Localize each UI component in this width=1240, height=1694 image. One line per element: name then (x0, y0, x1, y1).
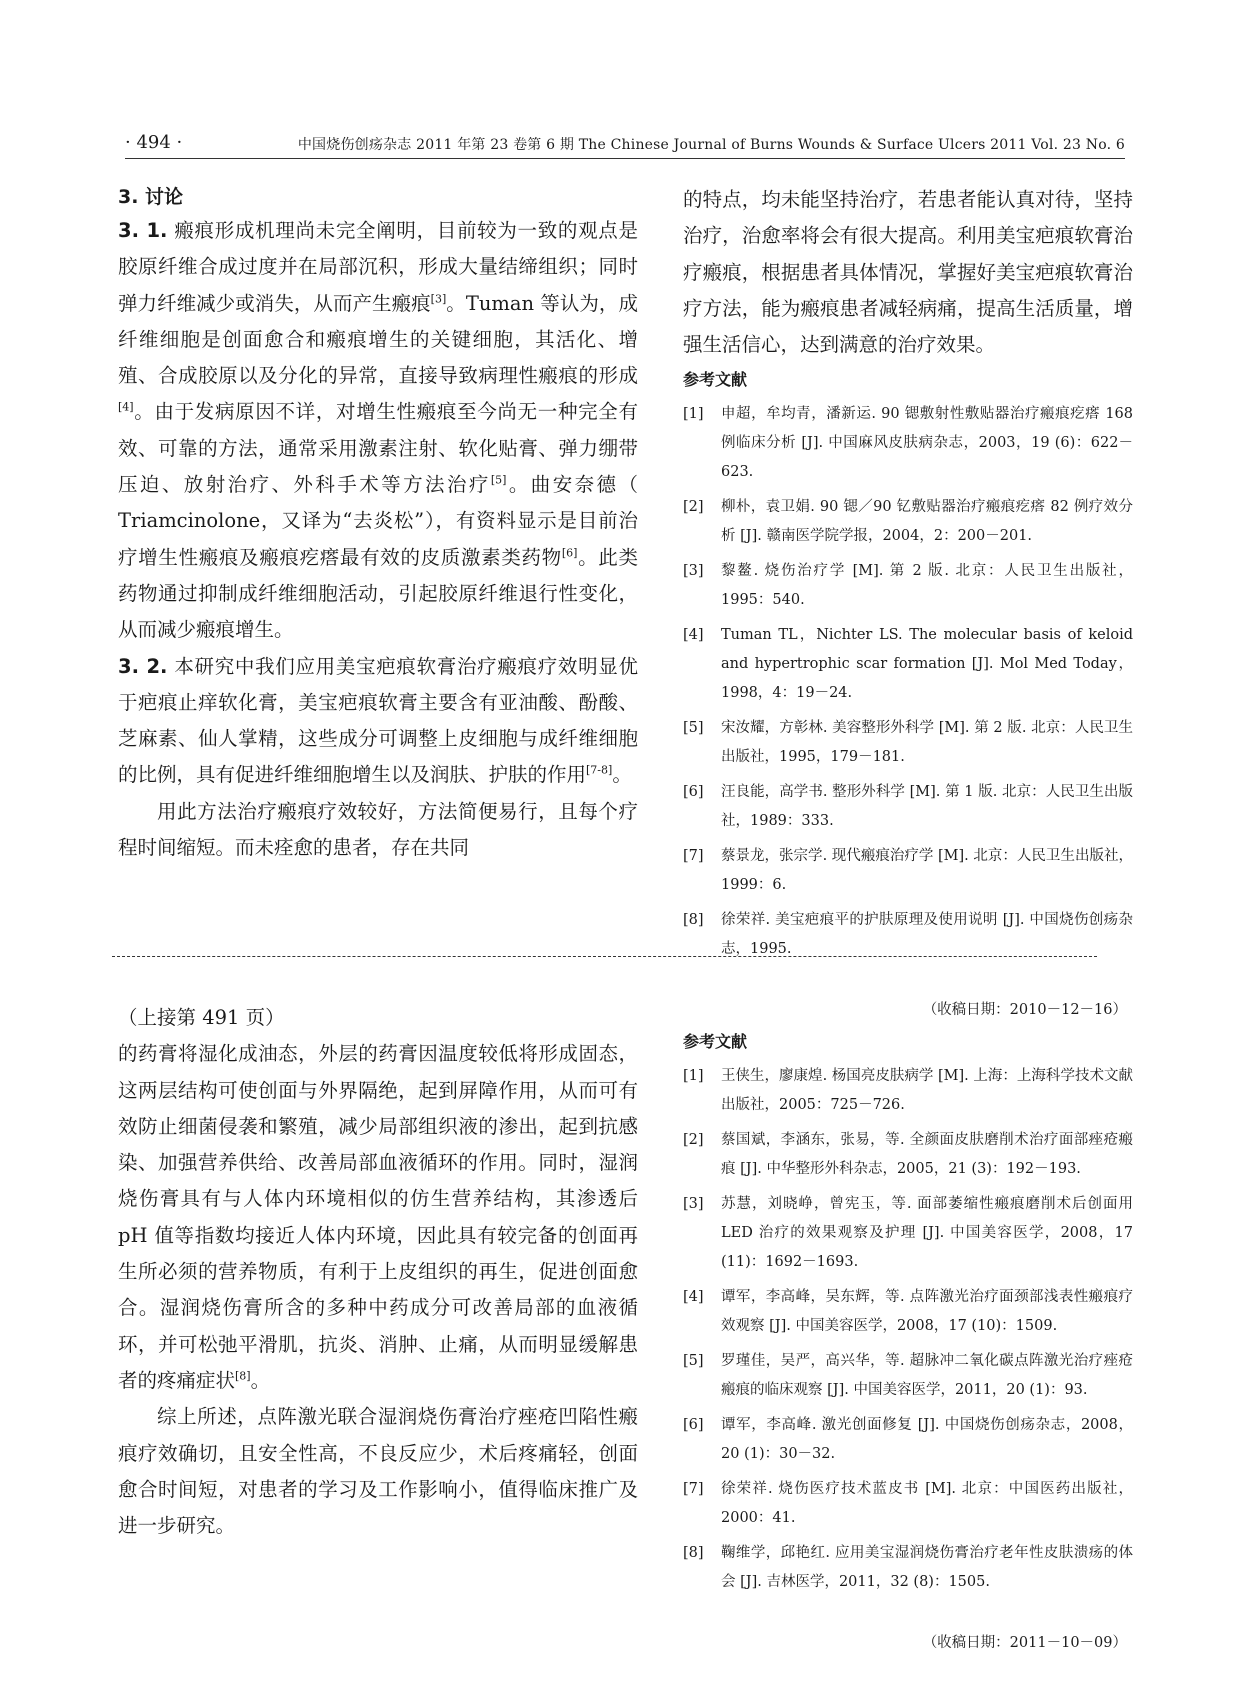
references-heading: 参考文献 (683, 1032, 748, 1051)
reference-item (683, 842, 1133, 900)
reference-text: 谭军，李高峰，吴东辉，等. 点阵激光治疗面颈部浅表性瘢痕疗效观察 [J]. 中国美容医学，2008，17 (10)：1509. (721, 1289, 1133, 1334)
reference-number: [5] (683, 720, 704, 737)
citation: [8] (235, 1369, 251, 1383)
reference-text: 谭军，李高峰. 激光创面修复 [J]. 中国烧伤创疡杂志，2008，20 (1)：30－32. (721, 1417, 1133, 1462)
reference-item (683, 1062, 1133, 1120)
article-divider (112, 956, 1097, 957)
reference-text: 罗瑾佳，吴严，高兴华，等. 超脉冲二氧化碳点阵激光治疗痤疮瘢痕的临床观察 [J]. 中国美容医学，2011，20 (1)：93. (721, 1353, 1133, 1398)
reference-item (683, 1347, 1133, 1405)
reference-number: [7] (683, 1481, 704, 1497)
reference-text: 徐荣祥. 美宝疤痕平的护肤原理及使用说明 [J]. 中国烧伤创疡杂志，1995. (721, 912, 1133, 958)
reference-text: 徐荣祥. 烧伤医疗技术蓝皮书 [M]. 北京：中国医药出版社，2000：41. (721, 1481, 1133, 1526)
paragraph-3-2 (118, 649, 638, 794)
reference-number: [5] (683, 1353, 704, 1369)
citation: [4] (118, 400, 134, 414)
reference-number: [3] (683, 563, 704, 580)
reference-item (683, 1283, 1133, 1341)
reference-text: 苏慧，刘晓峥，曾宪玉，等. 面部萎缩性瘢痕磨削术后创面用 LED 治疗的效果观察及护理 [J]. 中国美容医学，2008，17 (11)：1692－1693. (721, 1196, 1133, 1270)
paragraph-text: 。此类药物通过抑制成纤维细胞活动，引起胶原纤维退行性变化，从而减少瘢痕增生。 (118, 545, 638, 642)
received-date: （收稿日期：2010－12－16） (922, 1002, 1127, 1019)
paragraph-conclusion: 综上所述，点阵激光联合湿润烧伤膏治疗痤疮凹陷性瘢痕疗效确切，且安全性高，不良反应少，术后疼痛轻，创面愈合时间短，对患者的学习及工作影响小，值得临床推广及进一步研究。 (118, 1405, 638, 1538)
paragraph-text: 。Tuman 等认为，成纤维细胞是创面愈合和瘢痕增生的关键细胞，其活化、增殖、合成胶原以及分化的异常，直接导致病理性瘢痕的形成 (118, 291, 638, 388)
paragraph-continued (118, 1036, 638, 1399)
reference-number: [6] (683, 784, 704, 801)
bottom-right-column (683, 1025, 1133, 1651)
reference-item (683, 778, 1133, 836)
paragraph-text: 的特点，均未能坚持治疗，若患者能认真对待，坚持治疗，治愈率将会有很大提高。利用美宝疤痕软膏治疗瘢痕，根据患者具体情况，掌握好美宝疤痕软膏治疗方法，能为瘢痕患者减轻病痛，提高生活质量，增强生活信心，达到满意的治疗效果。 (683, 188, 1133, 357)
paragraph-text: 的药膏将湿化成油态，外层的药膏因温度较低将形成固态，这两层结构可使创面与外界隔绝，起到屏障作用，从而可有效防止细菌侵袭和繁殖，减少局部组织液的渗出，起到抗感染、加强营养供给、改善局部血液循环的作用。同时，湿润烧伤膏具有与人体内环境相似的仿生营养结构，其渗透后 pH 值等指数均接近人体内环境，因此具有较完备的创面再生所必须的营养物质，有利于上皮组织的再生，促进创面愈合。湿润烧伤膏所含的多种中药成分可改善局部的血液循环，并可松弛平滑肌，抗炎、消肿、止痛，从而明显缓解患者的疼痛症状 (118, 1042, 638, 1392)
reference-text: 汪良能，高学书. 整形外科学 [M]. 第 1 版. 北京：人民卫生出版社，1989：333. (721, 784, 1133, 830)
reference-text: 宋汝耀，方彰林. 美容整形外科学 [M]. 第 2 版. 北京：人民卫生出版社，1995，179－181. (721, 720, 1133, 766)
paragraph-text: 。曲安奈德（ Triamcinolone，又译为“去炎松”），有资料显示是目前治疗增生性瘢痕及瘢痕疙瘩最有效的皮质激素类药物 (118, 473, 638, 569)
paragraph-text: 。 (612, 763, 632, 787)
reference-number: [4] (683, 627, 704, 644)
reference-number: [4] (683, 1289, 704, 1305)
reference-text: 蔡景龙，张宗学. 现代瘢痕治疗学 [M]. 北京：人民卫生出版社，1999：6. (721, 848, 1133, 894)
paragraph-text: 用此方法治疗瘢痕疗效较好，方法简便易行，且每个疗程时间缩短。而未痊愈的患者，存在共同 (118, 799, 638, 860)
reference-text: 王侠生，廖康煌. 杨国亮皮肤病学 [M]. 上海：上海科学技术文献出版社，2005：725－726. (721, 1068, 1133, 1113)
reference-item (683, 1539, 1133, 1597)
paragraph-number: 3. 1. (118, 219, 168, 242)
page-number: · 494 · (125, 132, 183, 153)
reference-text: 黎鳌. 烧伤治疗学 [M]. 第 2 版. 北京：人民卫生出版社，1995：540. (721, 563, 1133, 609)
top-left-column (118, 182, 638, 927)
paragraph-number: 3. 2. (118, 654, 168, 678)
reference-item (683, 1411, 1133, 1469)
reference-item (683, 493, 1133, 551)
reference-number: [2] (683, 1132, 704, 1148)
received-date: （收稿日期：2011－10－09） (922, 1635, 1127, 1651)
reference-number: [6] (683, 1417, 704, 1433)
running-header (125, 128, 1125, 159)
reference-list (683, 400, 1133, 964)
reference-text: 蔡国斌，李涵东，张易，等. 全颜面皮肤磨削术治疗面部痤疮瘢痕 [J]. 中华整形外科杂志，2005，21 (3)：192－193. (721, 1132, 1133, 1177)
reference-number: [8] (683, 1545, 704, 1561)
reference-number: [1] (683, 406, 704, 423)
references-heading: 参考文献 (683, 370, 748, 390)
section-heading: 3. 讨论 (118, 186, 184, 208)
reference-text: Tuman TL，Nichter LS. The molecular basis of keloid and hypertrophic scar formation [J]. Mol Med Today，1998，4：19－24. (721, 627, 1133, 702)
reference-text: 申超，牟均青，潘新运. 90 锶敷射性敷贴器治疗瘢痕疙瘩 168 例临床分析 [J]. 中国麻风皮肤病杂志，2003，19 (6)：622－623. (721, 406, 1133, 481)
reference-number: [3] (683, 1196, 704, 1212)
reference-number: [8] (683, 912, 704, 929)
citation: [6] (561, 546, 578, 560)
citation: [3] (430, 292, 447, 306)
reference-text: 鞠维学，邱艳红. 应用美宝湿润烧伤膏治疗老年性皮肤溃疡的体会 [J]. 吉林医学，2011，32 (8)：1505. (721, 1545, 1133, 1590)
reference-number: [7] (683, 848, 704, 865)
reference-text: 柳朴，袁卫娟. 90 锶／90 钇敷贴器治疗瘢痕疙瘩 82 例疗效分析 [J]. 赣南医学院学报，2004，2：200－201. (721, 499, 1133, 545)
paragraph-3-1 (118, 213, 638, 649)
reference-item (683, 1126, 1133, 1184)
citation: [7-8] (586, 763, 613, 777)
reference-item (683, 557, 1133, 615)
reference-list (683, 1062, 1133, 1597)
reference-number: [2] (683, 499, 704, 516)
paragraph-text: 。 (250, 1368, 271, 1392)
continued-note: （上接第 491 页） (118, 1006, 285, 1029)
bottom-left-column (118, 1000, 638, 1600)
reference-item (683, 714, 1133, 772)
reference-item (683, 621, 1133, 708)
reference-item (683, 400, 1133, 487)
paragraph-text: 本研究中我们应用美宝疤痕软膏治疗瘢痕疗效明显优于疤痕止痒软化膏，美宝疤痕软膏主要含有亚油酸、酚酸、芝麻素、仙人掌精，这些成分可调整上皮细胞与成纤维细胞的比例，具有促进纤维细胞增生以及润肤、护肤的作用 (118, 654, 638, 787)
top-right-column (683, 182, 1133, 1019)
paragraph-text: 瘢痕形成机理尚未完全阐明，目前较为一致的观点是胶原纤维合成过度并在局部沉积，形成大量结缔组织；同时弹力纤维减少或消失，从而产生瘢痕 (118, 219, 638, 315)
reference-item (683, 1475, 1133, 1533)
paragraph-text: 。由于发病原因不详，对增生性瘢痕至今尚无一种完全有效、可靠的方法，通常采用激素注射、软化贴膏、弹力绷带压迫、放射治疗、外科手术等方法治疗 (118, 400, 638, 497)
reference-item (683, 1190, 1133, 1277)
citation: [5] (490, 473, 507, 487)
reference-number: [1] (683, 1068, 704, 1084)
journal-title: 中国烧伤创疡杂志 2011 年第 23 卷第 6 期 The Chinese Journal of Burns Wounds & Surface Ulcers 2011 Vol. 23 No. 6 (297, 137, 1125, 153)
